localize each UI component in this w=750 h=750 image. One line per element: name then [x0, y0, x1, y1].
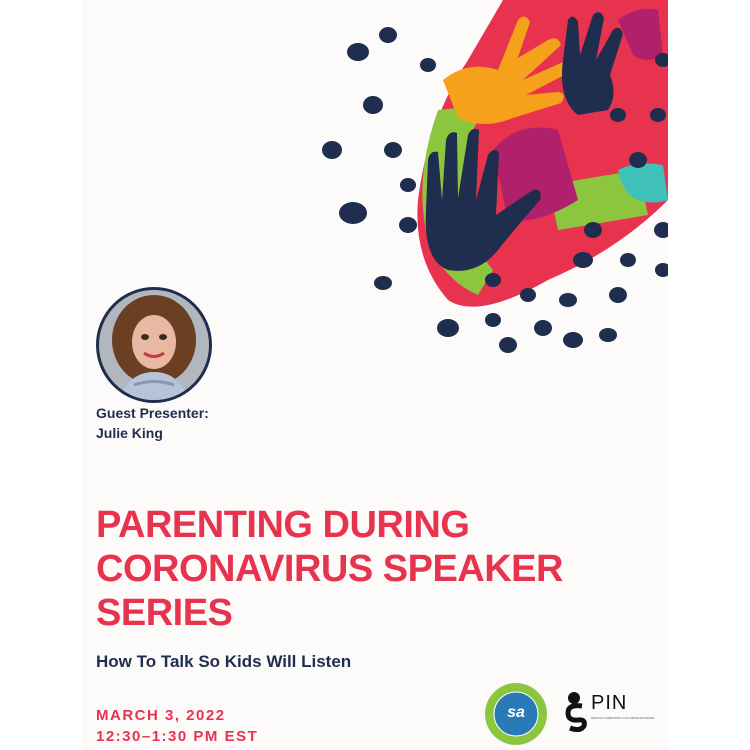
- event-title: [96, 503, 616, 635]
- event-time: 12:30–1:30 PM EST: [96, 728, 259, 745]
- event-title-line: SERIES: [96, 592, 233, 634]
- event-subtitle: How To Talk So Kids Will Listen: [96, 652, 352, 671]
- spin-logo-tagline: SPECIAL PARENTING INCLUSIVE NETWORK: [591, 716, 655, 720]
- event-title-line: CORONAVIRUS SPEAKER: [96, 548, 563, 590]
- spin-logo-wordmark: PIN: [591, 692, 628, 714]
- presenter-name: Julie King: [96, 425, 163, 441]
- presenter-photo: [96, 287, 212, 403]
- event-date: MARCH 3, 2022: [96, 707, 226, 724]
- raised-hands-illustration: [318, 0, 668, 375]
- staff-association-logo-mark: sa: [507, 704, 525, 721]
- presenter-label: Guest Presenter:: [96, 405, 209, 421]
- event-title-line: PARENTING DURING: [96, 504, 470, 546]
